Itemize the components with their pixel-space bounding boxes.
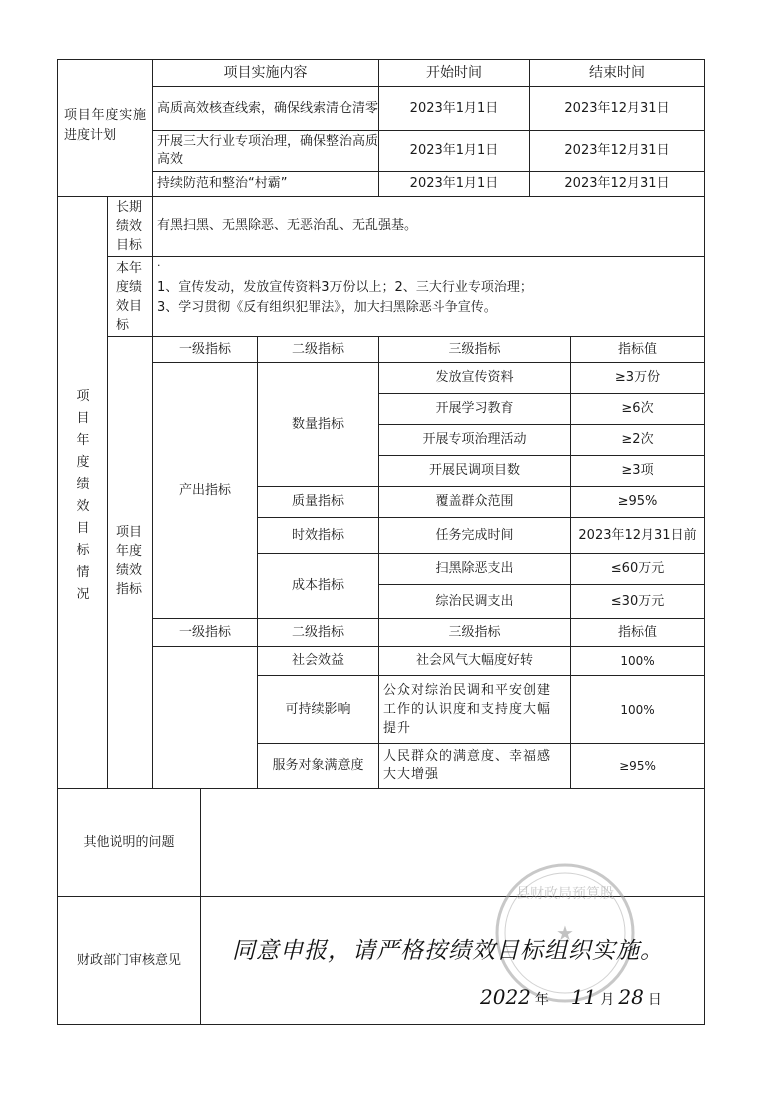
indicator-name: 开展民调项目数 (428, 463, 520, 478)
schedule-row-content: 开展三大行业专项治理，确保整治高质高效 (157, 134, 379, 167)
date-day-char: 日 (647, 992, 662, 1008)
output-level-1: 产出指标 (178, 482, 231, 498)
header-value: 指标值 (617, 341, 657, 357)
date-year-char: 年 (534, 992, 549, 1008)
other-label: 其他说明的问题 (83, 834, 175, 850)
schedule-row-start: 2023年1月1日 (409, 176, 499, 191)
annual-dot: · (157, 259, 161, 272)
indicator-label: 项目年度绩效指标 (116, 525, 143, 597)
header-level-3: 三级指标 (448, 624, 501, 640)
header-level-2: 二级指标 (291, 624, 344, 640)
satisfaction-level-2: 服务对象满意度 (272, 758, 364, 773)
finance-opinion: 同意申报，请严格按绩效目标组织实施。 (232, 938, 664, 964)
indicator-value: ≥95% (617, 494, 658, 509)
date-year: 2022 (480, 985, 531, 1009)
indicator-value: 100% (620, 654, 655, 668)
schedule-row-content: 持续防范和整治“村霸” (157, 176, 288, 191)
seal-text: 县财政局预算股 (516, 886, 614, 902)
indicator-name: 人民群众的满意度、幸福感大大增强 (383, 749, 552, 782)
schedule-row-end: 2023年12月31日 (564, 176, 670, 191)
finance-label: 财政部门审核意见 (76, 952, 181, 968)
col-header-content: 项目实施内容 (223, 65, 308, 81)
schedule-row-start: 2023年1月1日 (409, 143, 499, 158)
schedule-row-end: 2023年12月31日 (564, 143, 670, 158)
quality-level-2: 质量指标 (291, 494, 344, 509)
date-month-char: 月 (600, 992, 615, 1008)
indicator-name: 覆盖群众范围 (435, 494, 514, 509)
schedule-row-content: 高质高效核查线索，确保线索清仓清零 (157, 100, 379, 116)
time-level-2: 时效指标 (291, 527, 344, 543)
indicator-name: 开展专项治理活动 (422, 432, 527, 447)
indicator-value: ≤30万元 (610, 593, 665, 609)
indicator-value: ≤60万元 (610, 561, 665, 576)
indicator-value: 100% (620, 702, 655, 717)
date-month: 11 (570, 985, 597, 1009)
schedule-row-start: 2023年1月1日 (409, 100, 499, 116)
col-header-end: 结束时间 (589, 65, 645, 81)
approval-date (480, 985, 662, 1009)
col-header-start: 开始时间 (426, 65, 482, 81)
indicator-name: 扫黑除恶支出 (435, 561, 514, 576)
indicator-name: 综治民调支出 (435, 593, 514, 609)
indicator-value: ≥3万份 (614, 370, 661, 385)
header-level-1: 一级指标 (178, 341, 231, 357)
indicator-value: ≥95% (619, 759, 656, 773)
quantity-level-2: 数量指标 (291, 416, 344, 432)
indicator-name: 任务完成时间 (435, 527, 514, 543)
indicator-value: 2023年12月31日前 (578, 527, 697, 543)
indicator-value: ≥6次 (621, 401, 654, 416)
svg-text:★: ★ (556, 921, 574, 945)
date-day: 28 (618, 985, 644, 1009)
header-value: 指标值 (617, 624, 657, 640)
annual-line-2: 3、学习贯彻《反有组织犯罪法》，加大扫黑除恶斗争宣传。 (157, 300, 497, 315)
header-level-3: 三级指标 (448, 341, 501, 357)
header-level-1: 一级指标 (178, 624, 231, 640)
indicator-name: 发放宣传资料 (435, 370, 514, 385)
indicator-name: 开展学习教育 (435, 401, 514, 416)
indicator-value: ≥2次 (621, 432, 654, 447)
schedule-row-label: 项目年度实施进度计划 (64, 108, 146, 143)
annual-label: 本年度绩效目标 (116, 260, 143, 333)
long-term-text: 有黑扫黑、无黑除恶、无恶治乱、无乱强基。 (157, 218, 418, 233)
sustain-level-2: 可持续影响 (285, 701, 351, 717)
header-level-2: 二级指标 (291, 341, 344, 357)
indicator-value: ≥3项 (621, 463, 654, 478)
social-level-2: 社会效益 (291, 653, 344, 668)
annual-line-1: 1、宣传发动，发放宣传资料3万份以上；2、三大行业专项治理； (157, 280, 533, 295)
cost-level-2: 成本指标 (291, 578, 344, 593)
indicator-name: 公众对综治民调和平安创建工作的认识度和支持度大幅提升 (383, 683, 552, 736)
long-term-label: 长期绩效目标 (116, 200, 143, 253)
indicator-name: 社会风气大幅度好转 (415, 653, 533, 668)
schedule-row-end: 2023年12月31日 (564, 100, 670, 116)
performance-section-label: 项目年度绩效目标情况 (76, 389, 90, 602)
